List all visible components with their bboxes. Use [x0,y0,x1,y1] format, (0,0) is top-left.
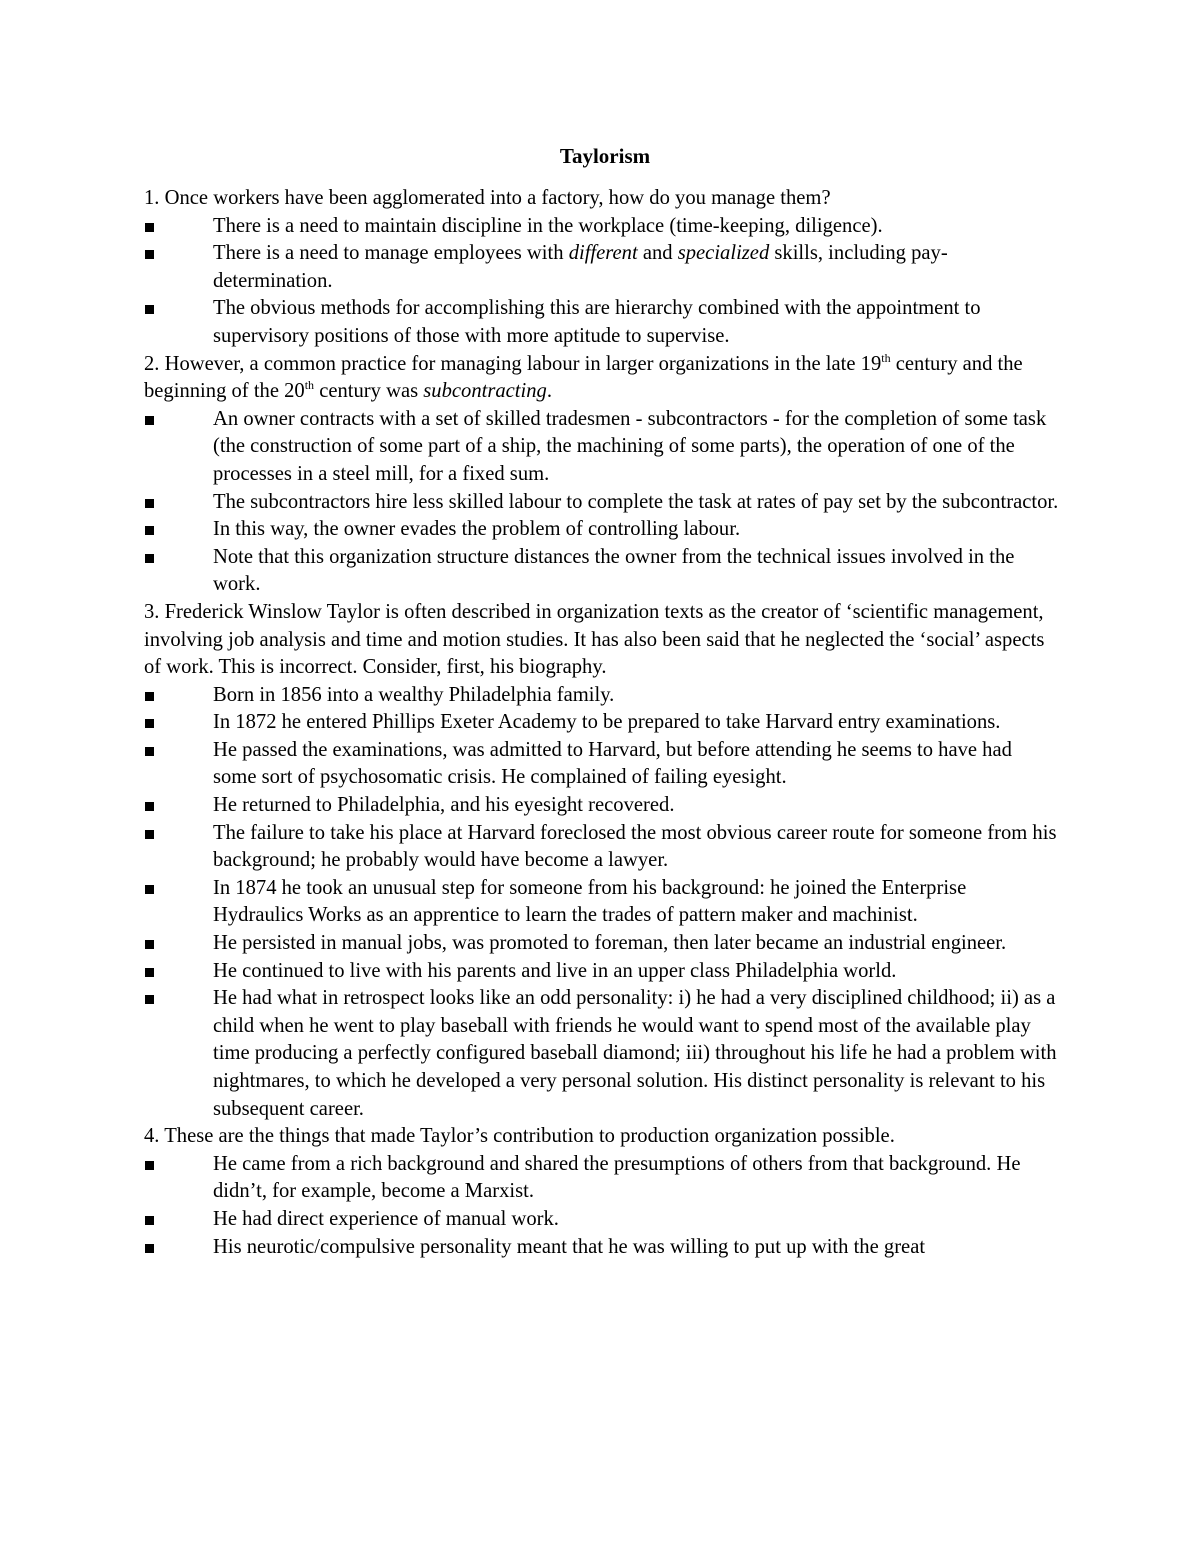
text-run: 3. Frederick Winslow Taylor is often described in organization texts as the creator of ‘scientific management, involving job analysis and time and motion studies. It has also been said that he neglected the ‘social’ aspects of work. This is incorrect. Consider, first, his biography. [144,600,1045,679]
bullet-item [144,930,1060,958]
text-run: century and the beginning of the 20 [144,352,1023,403]
italic-text: subcontracting [423,380,547,403]
document-title: Taylorism [559,144,651,168]
square-bullet-icon [145,499,154,508]
text-run: He passed the examinations, was admitted to Harvard, but before attending he seems to have had some sort of psychosomatic crisis. He complained of failing eyesight. [213,738,1012,789]
text-run: In 1872 he entered Phillips Exeter Academy to be prepared to take Harvard entry examinations. [213,711,1001,734]
numbered-paragraph [144,599,1060,682]
numbered-paragraph [144,185,1060,213]
square-bullet-icon [145,692,154,701]
text-run: In this way, the owner evades the problem of controlling labour. [213,518,741,541]
text-run: skills, including pay-determination. [213,242,948,292]
text-run: He came from a rich background and shared the presumptions of others from that background. He didn’t, for example, become a Marxist. [213,1152,1021,1203]
square-bullet-icon [145,1244,154,1253]
bullet-item [144,406,1060,489]
bullet-item [144,295,1060,350]
text-run: 1. Once workers have been agglomerated into a factory, how do you manage them? [144,187,831,209]
square-bullet-icon [145,885,154,894]
text-run: Born in 1856 into a wealthy Philadelphia family. [213,683,615,706]
text-run: 4. These are the things that made Taylor’s contribution to production organization possible. [144,1125,895,1148]
bullet-item [144,985,1060,1123]
bullet-item [144,240,1060,295]
text-run: 2. However, a common practice for managing labour in larger organizations in the late 19 [144,352,882,375]
bullet-item [144,958,1060,986]
square-bullet-icon [145,416,154,425]
bullet-item [144,213,1060,241]
square-bullet-icon [145,1216,154,1225]
square-bullet-icon [145,968,154,977]
square-bullet-icon [145,995,154,1004]
text-run: and [637,242,678,265]
text-run: century was [314,380,424,403]
text-run: There is a need to maintain discipline in the workplace (time-keeping, diligence). [213,214,883,237]
bullet-item [144,875,1060,930]
bullet-item [144,792,1060,820]
square-bullet-icon [145,747,154,756]
square-bullet-icon [145,719,154,728]
bullet-item [144,1206,1060,1234]
text-run: There is a need to manage employees with [213,242,569,265]
superscript-text: th [304,378,315,393]
square-bullet-icon [145,554,154,563]
text-run: He continued to live with his parents and live in an upper class Philadelphia world. [213,959,897,982]
bullet-item [144,489,1060,517]
text-run: Note that this organization structure distances the owner from the technical issues involved in the work. [213,545,1015,596]
bullet-item [144,709,1060,737]
square-bullet-icon [145,802,154,811]
square-bullet-icon [145,305,154,314]
superscript-text: th [881,350,891,365]
square-bullet-icon [145,830,154,839]
text-run: The failure to take his place at Harvard foreclosed the most obvious career route for someone from his background; he probably would have become a lawyer. [213,821,1057,872]
square-bullet-icon [145,223,154,232]
bullet-item [144,820,1060,875]
text-run: He persisted in manual jobs, was promoted to foreman, then later became an industrial engineer. [213,932,1007,955]
text-run: In 1874 he took an unusual step for someone from his background: he joined the Enterprise Hydraulics Works as an apprentice to learn the trades of pattern maker and machinist. [213,876,967,927]
text-run: . [546,380,553,403]
square-bullet-icon [145,1161,154,1170]
bullet-item [144,516,1060,544]
bullet-item [144,737,1060,792]
square-bullet-icon [145,250,154,259]
text-run: He had what in retrospect looks like an odd personality: i) he had a very disciplined childhood; ii) as a child when he went to play baseball with friends he would want to spend most of the available play time producing a perfectly configured baseball diamond; iii) throughout his life he had a problem with nightmares, to which he developed a very personal solution. His distinct personality is relevant to his subsequent career. [213,987,1057,1120]
bullet-item [144,544,1060,599]
numbered-paragraph [144,1123,1060,1151]
bullet-item [144,682,1060,710]
text-run: His neurotic/compulsive personality meant that he was willing to put up with the great [213,1235,926,1258]
text-run: He returned to Philadelphia, and his eyesight recovered. [213,794,675,817]
text-run: He had direct experience of manual work. [213,1207,559,1230]
italic-text: different [568,242,638,265]
text-run: The obvious methods for accomplishing this are hierarchy combined with the appointment to supervisory positions of those with more aptitude to supervise. [213,297,981,347]
bullet-item [144,1151,1060,1206]
document-body [144,185,1060,1261]
text-run: The subcontractors hire less skilled labour to complete the task at rates of pay set by the subcontractor. [213,490,1059,513]
square-bullet-icon [145,940,154,949]
text-run: An owner contracts with a set of skilled tradesmen - subcontractors - for the completion of some task (the construction of some part of a ship, the machining of some parts), the operation of one of the processes in a steel mill, for a fixed sum. [213,407,1047,485]
bullet-item [144,1234,1060,1262]
numbered-paragraph [144,351,1060,406]
italic-text: specialized [677,242,770,265]
square-bullet-icon [145,526,154,535]
